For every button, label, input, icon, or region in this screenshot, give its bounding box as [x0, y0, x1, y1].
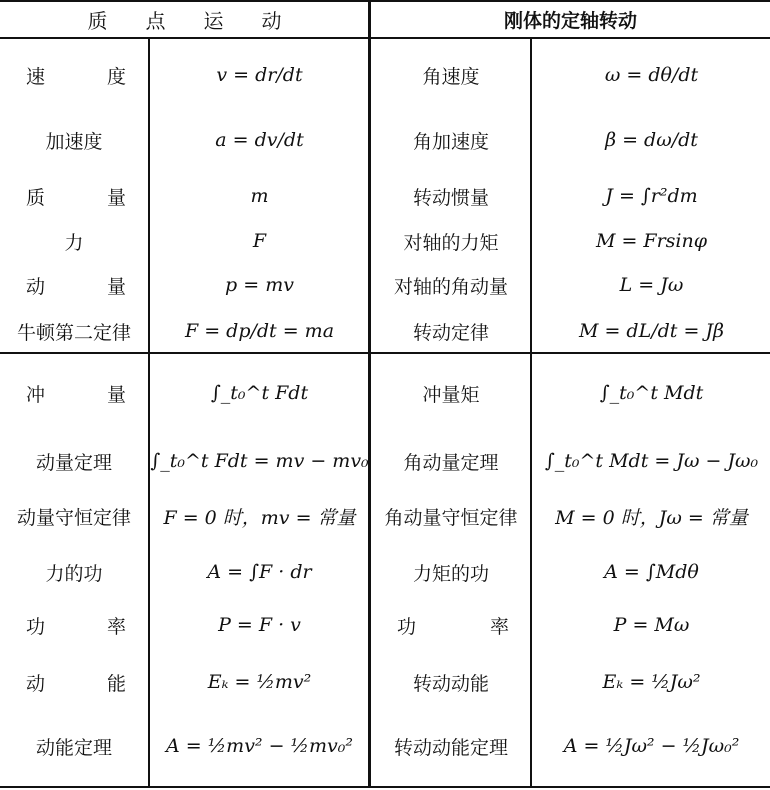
cell-row1-c1: 速 度	[26, 65, 126, 88]
cell-row3-c4: J = ∫r²dm	[605, 185, 698, 207]
cell-row7-c3: 冲量矩	[422, 383, 480, 406]
cell-row9-c1: 动量守恒定律	[16, 506, 131, 529]
cell-row2-c2: a = dv/dt	[215, 129, 304, 151]
cell-row1-c3: 角速度	[422, 65, 480, 88]
cell-row7-c1: 冲 量	[26, 383, 126, 406]
cell-row6-c3: 转动定律	[412, 321, 489, 344]
cell-row1-c2: v = dr/dt	[216, 64, 303, 86]
cell-row2-c4: β = dω/dt	[605, 129, 698, 151]
cell-row4-c4: M = Frsinφ	[595, 230, 708, 252]
cell-row10-c4: A = ∫Mdθ	[604, 561, 699, 583]
cell-row6-c4: M = dL/dt = Jβ	[578, 320, 725, 342]
cell-row12-c1: 动 能	[26, 672, 126, 695]
cell-row8-c3: 角动量定理	[403, 451, 499, 474]
cell-row3-c1: 质 量	[26, 186, 126, 209]
cell-row12-c3: 转动动能	[412, 672, 489, 695]
cell-row3-c2: m	[250, 185, 269, 207]
cell-row9-c2: F = 0 时，mv = 常量	[163, 506, 356, 529]
right-section-title: 刚体的定轴转动	[503, 9, 637, 32]
cell-row13-c2: A = ½mv² − ½mv₀²	[166, 735, 353, 757]
cell-row6-c1: 牛顿第二定律	[16, 321, 131, 344]
cell-row3-c3: 转动惯量	[412, 186, 489, 209]
cell-row9-c4: M = 0 时，Jω = 常量	[555, 506, 748, 529]
cell-row4-c1: 力	[64, 231, 84, 254]
cell-row12-c4: Eₖ = ½Jω²	[602, 671, 701, 693]
cell-row11-c1: 功 率	[26, 615, 126, 638]
outer-bottom-border	[0, 786, 770, 788]
cell-row10-c1: 力的功	[45, 562, 103, 585]
cell-row2-c3: 角加速度	[412, 130, 489, 153]
cell-row4-c2: F	[252, 230, 267, 252]
cell-row5-c1: 动 量	[26, 275, 126, 298]
cell-row8-c1: 动量定理	[35, 451, 112, 474]
cell-row4-c3: 对轴的力矩	[403, 231, 499, 254]
cell-row13-c4: A = ½Jω² − ½Jω₀²	[563, 735, 740, 757]
cell-row12-c2: Eₖ = ½mv²	[207, 671, 312, 693]
cell-row7-c4: ∫_t₀^t Mdt	[599, 382, 704, 404]
cell-row7-c2: ∫_t₀^t Fdt	[210, 382, 309, 404]
cell-row5-c4: L = Jω	[619, 274, 684, 296]
cell-row11-c3: 功 率	[397, 615, 509, 638]
cell-row2-c1: 加速度	[45, 130, 103, 153]
cell-row10-c3: 力矩的功	[412, 562, 489, 585]
cell-row11-c4: P = Mω	[613, 614, 690, 636]
cell-row8-c4: ∫_t₀^t Mdt = Jω − Jω₀	[544, 450, 759, 472]
cell-row10-c2: A = ∫F · dr	[207, 561, 312, 583]
cell-row1-c4: ω = dθ/dt	[604, 64, 699, 86]
cell-row8-c2: ∫_t₀^t Fdt = mv − mv₀	[150, 450, 369, 472]
cell-row11-c2: P = F · v	[218, 614, 301, 636]
cell-row6-c2: F = dp/dt = ma	[184, 320, 335, 342]
left-section-title: 质点运动	[87, 8, 320, 33]
cell-row9-c3: 角动量守恒定律	[384, 506, 518, 529]
cell-row5-c3: 对轴的角动量	[393, 275, 508, 298]
cell-row13-c1: 动能定理	[35, 736, 112, 759]
cell-row5-c2: p = mv	[225, 274, 294, 296]
cell-row13-c3: 转动动能定理	[393, 736, 508, 759]
